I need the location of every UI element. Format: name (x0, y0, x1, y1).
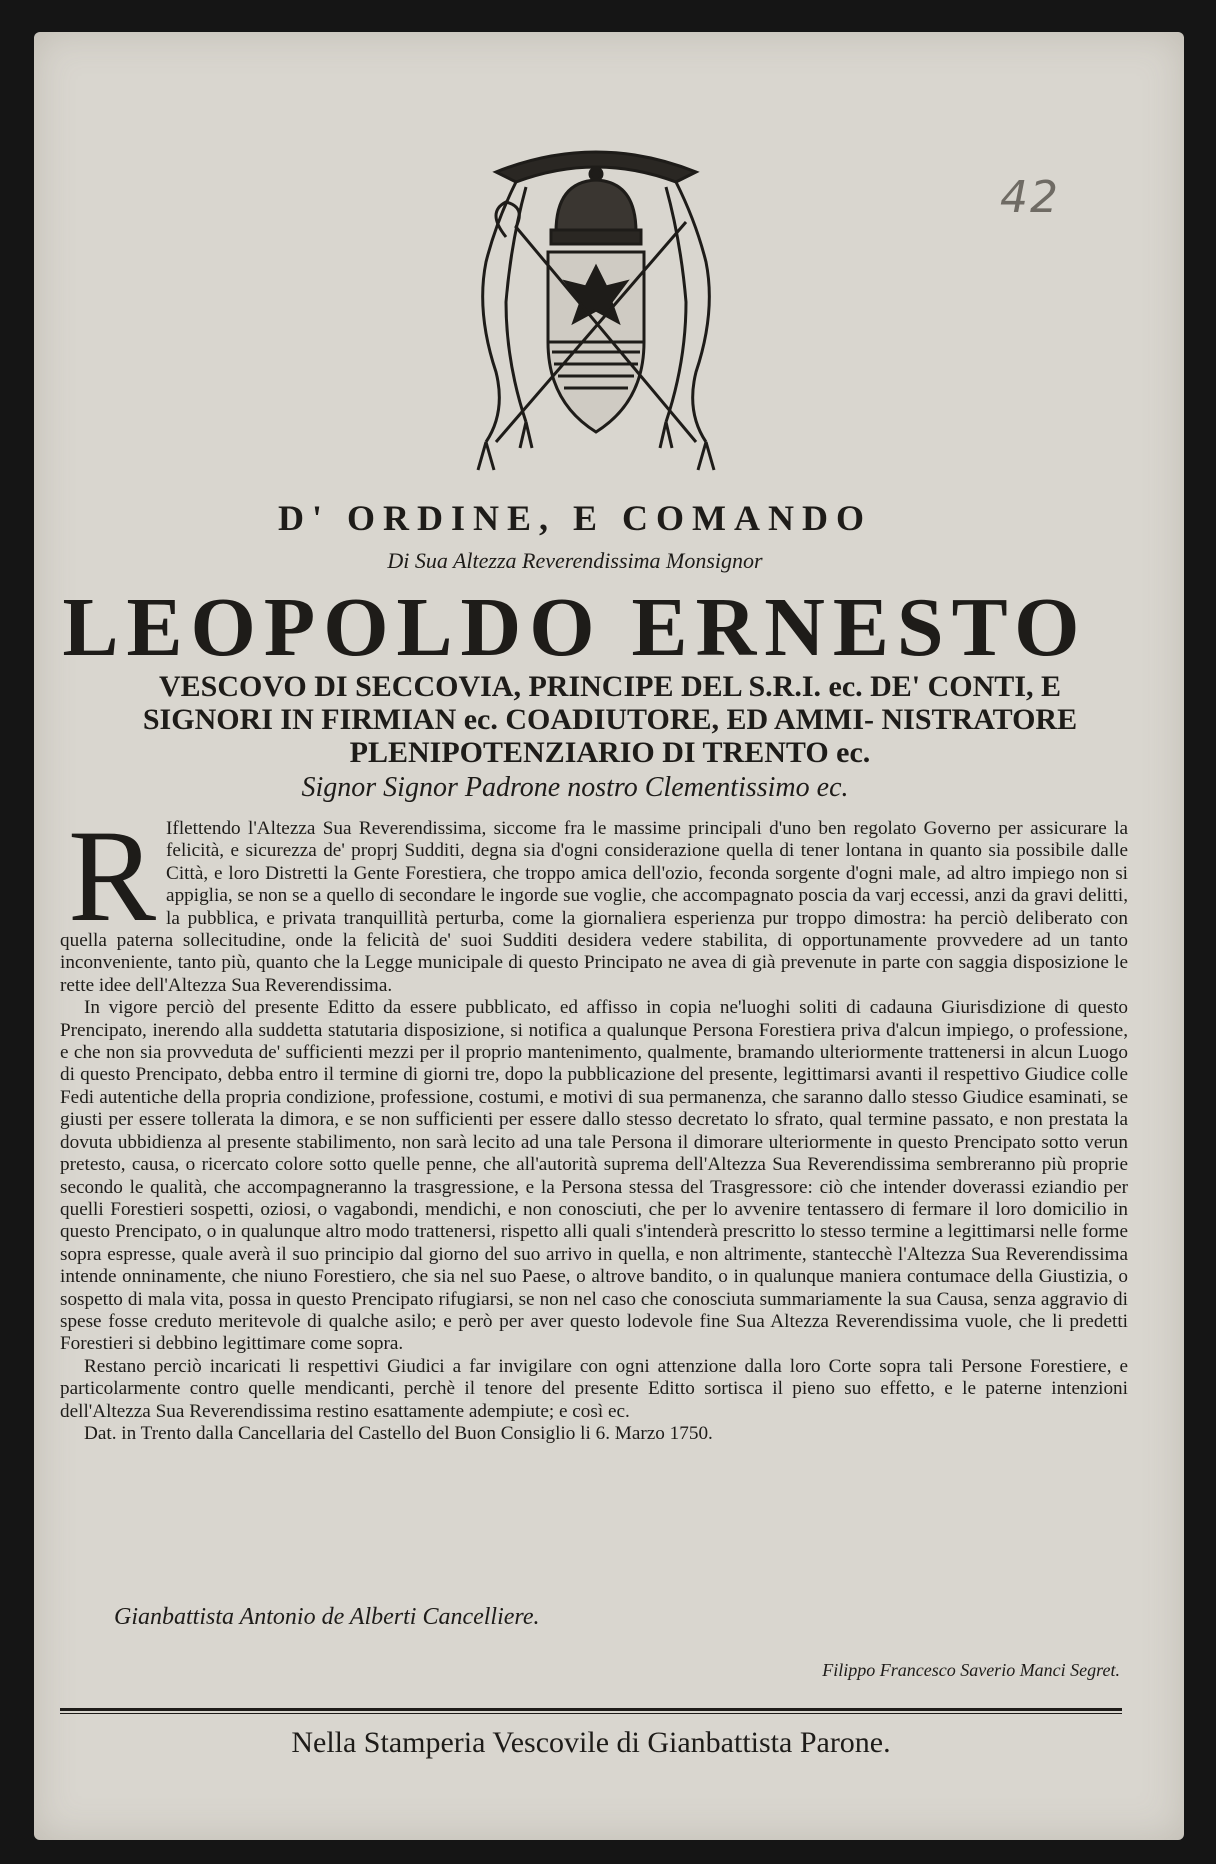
divider-rule-thin (60, 1713, 1122, 1714)
heading-order: D' ORDINE, E COMANDO (277, 498, 872, 538)
heading-titles: VESCOVO DI SECCOVIA, PRINCIPE DEL S.R.I. ec. DE' CONTI, E SIGNORI IN FIRMIAN ec. COADIUTORE, ED AMMI- NISTRATORE PLENIPOTENZIARIO DI TRENTO ec. (142, 670, 1078, 769)
folio-number: 42 (1000, 172, 1060, 223)
paragraph-1-text: Iflettendo l'Altezza Sua Reverendissima, siccome fra le massime principali d'uno ben regolato Governo per assicurare la felicità, e sicurezza de' proprj Sudditi, degna sia d'ogni considerazione quella di tener lontana in quanto sia possibile dalle Città, e loro Distretti la Gente Forestiera, che troppo amica dell'ozio, feconda sorgente d'ogni male, ad altro impiego non si appiglia, se non se a quello di secondare le ingorde sue voglie, che accompagnato poscia da varj eccessi, anzi da gravi delitti, la pubblica, e privata tranquillità perturba, come la giornaliera esperienza pur troppo dimostra: ha perciò deliberato con quella paterna sollecitudine, onde la felicità de' suoi Sudditi desidera vedere stabilita, di opportunamente provvedere ad un tanto inconveniente, tanto più, quanto che la Legge municipale di questo Principato ne avea di già prevenute in parte con saggia disposizione le rette idee dell'Altezza Sua Reverendissima. (60, 818, 1128, 996)
coat-of-arms-icon (466, 142, 726, 472)
chancellor-signature: Gianbattista Antonio de Alberti Cancelliere. (114, 1604, 540, 1630)
printer-imprint: Nella Stamperia Vescovile di Gianbattista Parone. (291, 1726, 891, 1759)
dated-line: Dat. in Trento dalla Cancellaria del Castello del Buon Consiglio li 6. Marzo 1750. (84, 1422, 713, 1444)
edict-body (60, 802, 1128, 1445)
drop-cap: R (68, 802, 157, 949)
secretary-signature: Filippo Francesco Saverio Manci Segret. (822, 1660, 1120, 1680)
heading-signor: Signor Signor Padrone nostro Clementissimo ec. (301, 772, 849, 803)
heading-sua-altezza: Di Sua Altezza Reverendissima Monsignor (387, 548, 763, 573)
divider-rule (60, 1708, 1122, 1711)
heading-name: LEOPOLDO ERNESTO (62, 581, 1088, 674)
paragraph-3: Restano perciò incaricati li respettivi Giudici a far invigilare con ogni attenzione dalla loro Corte sopra tali Persone Forestiere, e particolarmente contro quelle mendicanti, perchè il tenore del presente Editto sortisca il pieno suo effetto, e le paterne intenzioni dell'Altezza Sua Reverendissima restino esattamente adempiute; e così ec. (60, 1355, 1128, 1422)
paragraph-1 (60, 802, 1128, 997)
paragraph-2: In vigore perciò del presente Editto da essere pubblicato, ed affisso in copia ne'luoghi soliti di cadauna Giurisdizione di questo Prencipato, inerendo alla suddetta statutaria disposizione, si notifica a qualunque Persona Forestiera priva d'alcun impiego, o professione, e che non sia provveduta de' sufficienti mezzi per il proprio mantenimento, qualmente, bramando ulteriormente trattenersi in alcun Luogo di questo Prencipato, debba entro il termine di giorni tre, dopo la pubblicazione del presente, legittimarsi avanti il respettivo Giudice colle Fedi autentiche della propria condizione, professione, costumi, e motivi di sua permanenza, che saranno dallo stesso Giudice esaminati, se giusti per essere tollerata la dimora, e se non sufficienti per essere dallo stesso decretato lo sfrato, qual termine passato, e non prestata la dovuta ubbidienza al presente stabilimento, non sarà lecito ad una tale Persona il dimorare ulteriormente in questo Prencipato sotto verun pretesto, causa, o ricercato colore sotto quelle penne, che all'autorità suprema dell'Altezza Sua Reverendissima sembreranno più proprie secondo le qualità, che accompagneranno la trasgressione, e la Persona stessa del Trasgressore: ciò che intender doverassi eziandio per quelli Forestieri sospetti, oziosi, o vagabondi, mendichi, e non conosciuti, che per lo avvenire tentassero di fermare il loro domicilio in questo Prencipato, o in qualunque altro modo trattenersi, rispetto alli quali s'intenderà prescritto lo stesso termine a legittimarsi nelle forme sopra espresse, quale averà il suo principio dal giorno del suo arrivo in quella, e non altrimente, stantecchè l'Altezza Sua Reverendissima intende onninamente, che niuno Forestiero, che sia nel suo Paese, o altrove bandito, o in qualunque maniera contumace della Giustizia, o sospetto di mala vita, possa in questo Prencipato rifugiarsi, se non nel caso che conosciuta summariamente la sua Causa, senza aggravio di spese fosse creduto meritevole di qualche asilo; e però per aver questo lodevole fine Sua Altezza Reverendissima vuole, che li predetti Forestieri si debbino legittimare come sopra. (60, 997, 1128, 1355)
